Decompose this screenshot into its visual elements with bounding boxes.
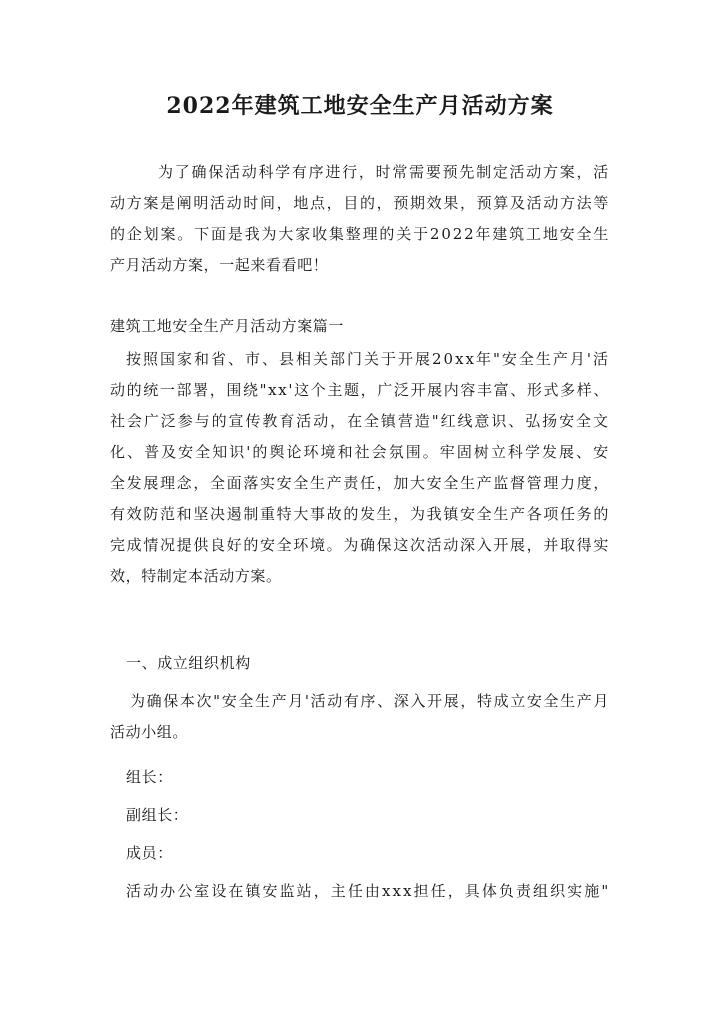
section-line-6: 有效防范和坚决遏制重特大事故的发生，为我镇安全生产各项任务的 (110, 505, 610, 523)
intro-line-1: 为了确保活动科学有序进行，时常需要预先制定活动方案，活 (158, 163, 610, 181)
org-line-2: 活动小组。 (110, 723, 189, 741)
section-heading: 建筑工地安全生产月活动方案篇一 (110, 317, 345, 335)
section-line-3: 社会广泛参与的宣传教育活动，在全镇营造"红线意识、弘扬安全文 (110, 412, 610, 430)
leader-label: 组长： (126, 768, 173, 786)
members-block (110, 838, 610, 869)
section-line-2: 动的统一部署，围绕"xx'这个主题，广泛开展内容丰富、形式多样、 (110, 381, 610, 399)
section-heading-block (110, 311, 610, 342)
org-paragraph (110, 686, 610, 748)
leader-block (110, 762, 610, 793)
section-line-5: 全发展理念，全面落实安全生产责任，加大安全生产监督管理力度， (110, 474, 610, 492)
document-title: 2022年建筑工地安全生产月活动方案 (166, 93, 554, 119)
section-line-4: 化、普及安全知识'的舆论环境和社会氛围。牢固树立科学发展、安 (110, 443, 610, 461)
intro-line-3: 的企划案。下面是我为大家收集整理的关于2022年建筑工地安全生 (110, 225, 610, 243)
intro-paragraph (110, 157, 610, 281)
deputy-label: 副组长： (126, 806, 189, 824)
intro-line-2: 动方案是阐明活动时间，地点，目的，预期效果，预算及活动方法等 (110, 194, 610, 212)
org-heading-block (110, 648, 610, 679)
members-label: 成员： (126, 844, 173, 862)
section-line-7: 完成情况提供良好的安全环境。为确保这次活动深入开展，并取得实 (110, 536, 610, 554)
section-line-8: 效，特制定本活动方案。 (110, 567, 282, 585)
section-line-1: 按照国家和省、市、县相关部门关于开展20xx年"安全生产月'活 (126, 350, 610, 368)
deputy-block (110, 800, 610, 831)
office-line: 活动办公室设在镇安监站，主任由xxx担任，具体负责组织实施" (126, 882, 610, 900)
intro-line-4: 产月活动方案，一起来看看吧！ (110, 256, 329, 274)
section-paragraph (110, 344, 610, 592)
office-block (110, 876, 610, 907)
org-heading: 一、成立组织机构 (126, 654, 251, 672)
org-line-1: 为确保本次"安全生产月'活动有序、深入开展，特成立安全生产月 (130, 692, 610, 710)
